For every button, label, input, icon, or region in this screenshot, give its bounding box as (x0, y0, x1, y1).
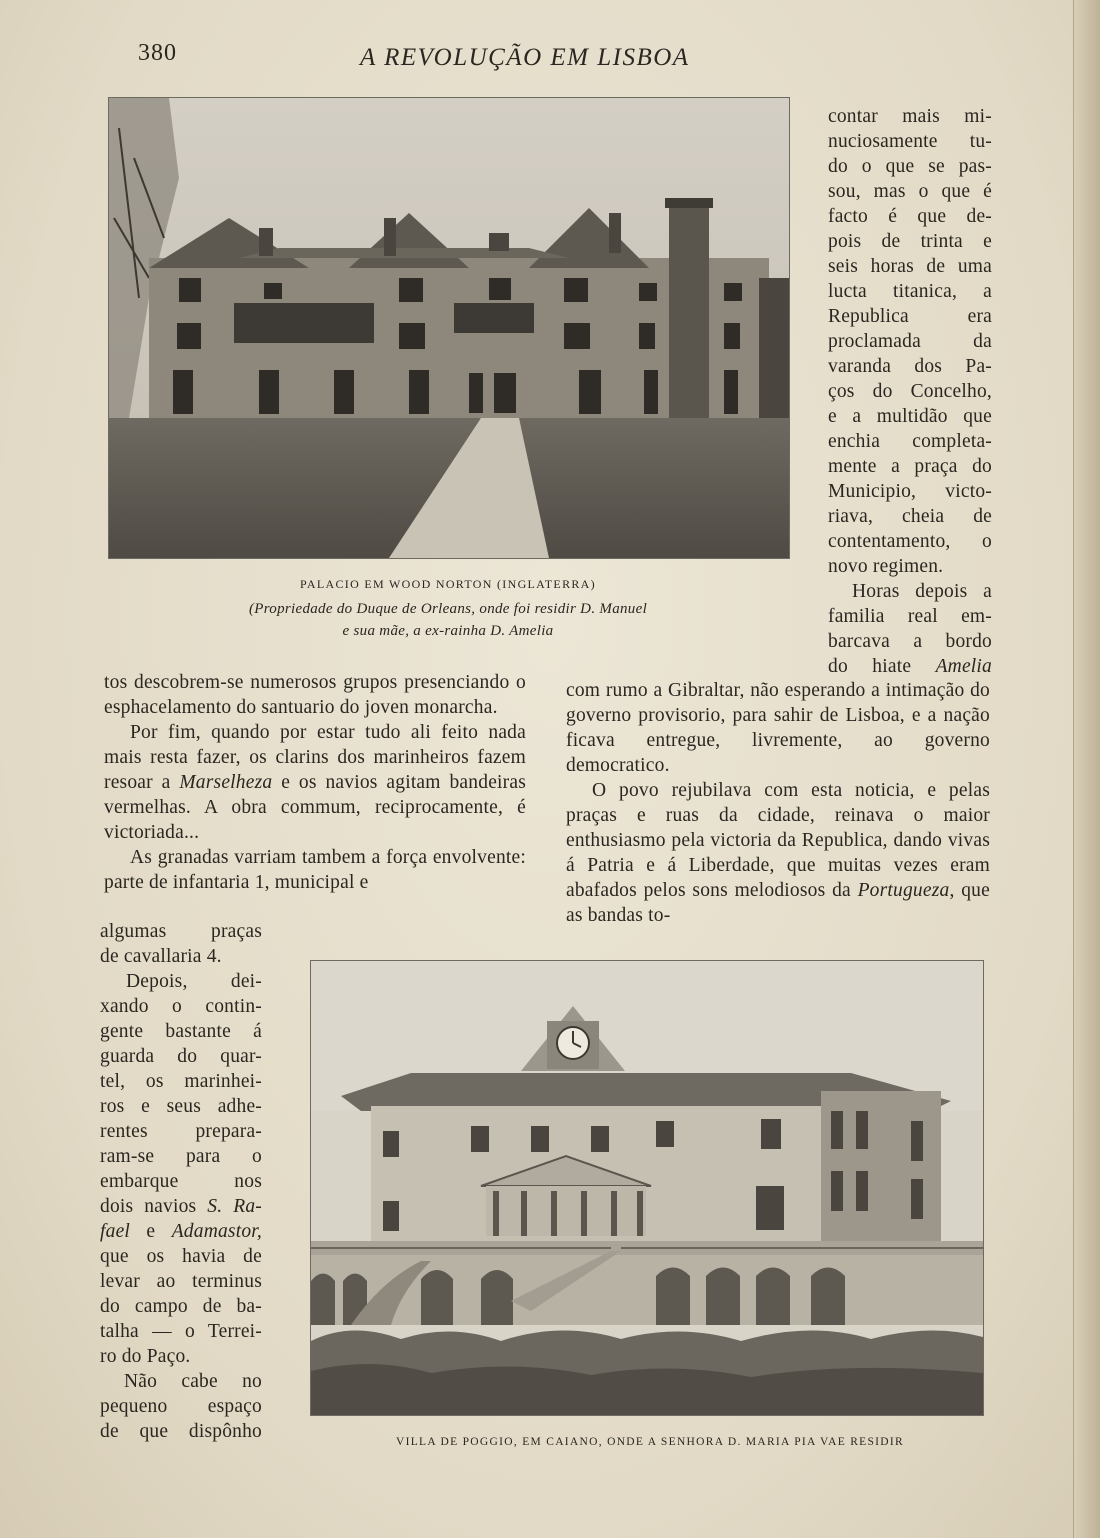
text-line: do o que se pas- (828, 156, 992, 177)
text-line: Republica era (828, 306, 992, 327)
figure-villa-poggio-illustration (310, 960, 984, 1416)
text-line: pois de trinta e (828, 231, 992, 252)
text-line: algumas praças (100, 921, 262, 942)
figure1-caption-line1: (Propriedade do Duque de Orleans, onde foi residir D. Manuel (248, 601, 648, 617)
text-line: familia real em- (828, 606, 992, 627)
text-line: e a multidão que (828, 406, 992, 427)
right-narrow-column (828, 104, 992, 679)
running-title: A REVOLUÇÃO EM LISBOA (360, 44, 690, 71)
figure2-caption: VILLA DE POGGIO, EM CAIANO, ONDE A SENHORA D. MARIA PIA VAE RESIDIR (395, 1436, 905, 1448)
text-line: proclamada da (828, 331, 992, 352)
italic-marselheza: Marselheza (179, 772, 273, 793)
text-line: lucta titanica, a (828, 281, 992, 302)
ship-name-amelia: Amelia (935, 656, 992, 677)
ship-name-s-rafael: S. Ra- (207, 1196, 262, 1217)
paragraph: com rumo a Gibraltar, não esperando a intimação do governo provisorio, para sahir de Lisboa, e a nação ficava entregue, livremente, ao governo democratico. (566, 680, 990, 776)
text-span: , que as bandas to- (566, 880, 990, 926)
text-line: novo regimen. (828, 556, 944, 577)
text-line: de que dispônho (100, 1421, 262, 1442)
text-line: mente a praça do (828, 456, 992, 477)
text-line: guarda do quar- (100, 1046, 262, 1067)
ship-name-s-rafael-cont: fael (100, 1221, 131, 1242)
left-column-top (104, 670, 526, 895)
text-line: do campo de ba- (100, 1296, 262, 1317)
text-line: nuciosamente tu- (828, 131, 992, 152)
text-line: contentamento, o (828, 531, 992, 552)
text-line: ços do Concelho, (828, 381, 992, 402)
text-span: do hiate (828, 656, 936, 677)
text-line: facto é que de- (828, 206, 992, 227)
text-line: Não cabe no (124, 1371, 262, 1392)
text-line: de cavallaria 4. (100, 946, 222, 967)
text-span: Por fim, quando por estar tudo ali feito nada mais resta fazer, os clarins dos marinheiros fazem resoar a (104, 722, 526, 793)
text-span: dois navios (100, 1196, 208, 1217)
text-line: tel, os marinhei- (100, 1071, 262, 1092)
palace-photo-illustration (109, 98, 789, 558)
text-line: ros e seus adhe- (100, 1096, 262, 1117)
text-line: seis horas de uma (828, 256, 992, 277)
text-span: O povo rejubilava com esta noticia, e pelas praças e ruas da cidade, reinava o maior enthusiasmo pela victoria da Republica, dando vivas á Patria e á Liberdade, que muitas vezes eram abafados pelos sons melodiosos da (566, 780, 990, 901)
paragraph (566, 778, 990, 928)
text-line (828, 654, 992, 679)
text-line (100, 1194, 262, 1219)
left-narrow-column (100, 919, 262, 1444)
text-line: xando o contin- (100, 996, 262, 1017)
text-line: varanda dos Pa- (828, 356, 992, 377)
page-edge (1073, 0, 1100, 1538)
ship-name-adamastor: Adamastor, (171, 1221, 262, 1242)
text-line: barcava a bordo (828, 631, 992, 652)
text-line: pequeno espaço (100, 1396, 262, 1417)
text-line: enchia completa- (828, 431, 992, 452)
text-line: Depois, dei- (126, 971, 262, 992)
text-line: Municipio, victo- (828, 481, 992, 502)
text-line: gente bastante á (100, 1021, 262, 1042)
text-line: ro do Paço. (100, 1346, 191, 1367)
italic-portugueza: Portugueza (857, 880, 950, 901)
figure1-caption-line2: e sua mãe, a ex-rainha D. Amelia (342, 623, 554, 639)
text-line: que os havia de (100, 1246, 262, 1267)
text-line: embarque nos (100, 1171, 262, 1192)
text-span: e (130, 1221, 172, 1242)
figure-wood-norton-photo (108, 97, 790, 559)
text-line: levar ao terminus (100, 1271, 262, 1292)
paragraph: As granadas varriam tambem a força envolvente: parte de infantaria 1, municipal e (104, 847, 526, 893)
text-line: talha — o Terrei- (100, 1321, 262, 1342)
text-line: ram-se para o (100, 1146, 262, 1167)
text-line: Horas depois a (852, 581, 992, 602)
villa-illustration (311, 961, 983, 1415)
text-line: rentes prepara- (100, 1121, 262, 1142)
text-line: riava, cheia de (828, 506, 992, 527)
paragraph (104, 720, 526, 845)
text-line: contar mais mi- (828, 106, 992, 127)
text-span: e os navios agitam bandeiras vermelhas. A obra commum, reciprocamente, é victoriada... (104, 772, 527, 843)
text-line (100, 1219, 262, 1244)
right-column-mid (566, 678, 990, 928)
figure1-caption-title: PALACIO EM WOOD NORTON (INGLATERRA) (300, 577, 596, 591)
paragraph: tos descobrem-se numerosos grupos presenciando o esphacelamento do santuario do joven monarcha. (104, 672, 526, 718)
text-line: sou, mas o que é (828, 181, 992, 202)
page-number: 380 (138, 40, 177, 66)
